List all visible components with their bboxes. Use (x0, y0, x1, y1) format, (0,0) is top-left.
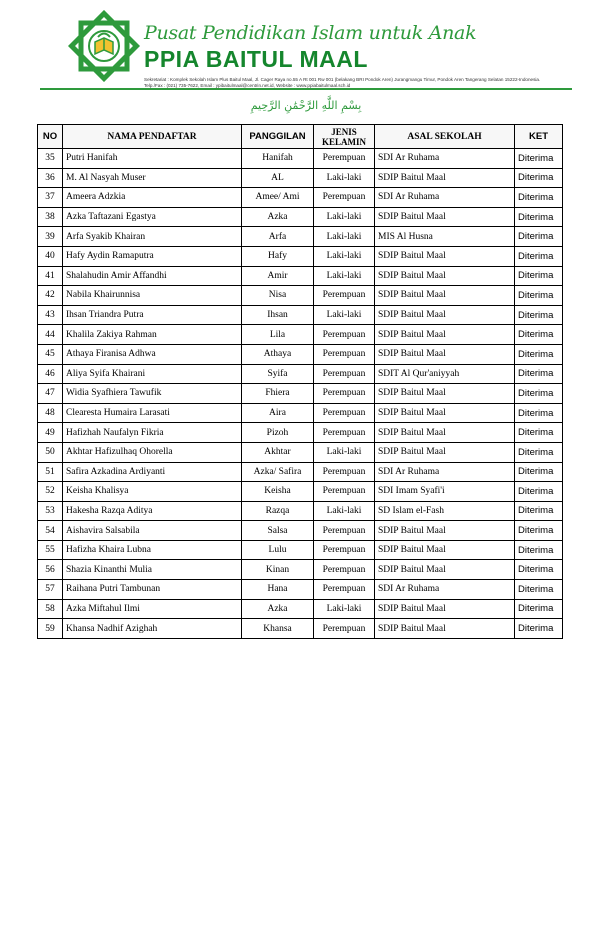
cell-no: 50 (38, 442, 63, 462)
col-header-panggilan: PANGGILAN (242, 125, 314, 149)
cell-panggilan: Nisa (242, 286, 314, 306)
cell-nama: Keisha Khalisya (63, 482, 242, 502)
cell-ket: Diterima (515, 521, 563, 541)
cell-panggilan: Arfa (242, 227, 314, 247)
cell-asal-sekolah: SDIP Baitul Maal (375, 423, 515, 443)
table-row (38, 188, 563, 208)
cell-no: 44 (38, 325, 63, 345)
cell-asal-sekolah: SDI Ar Ruhama (375, 188, 515, 208)
cell-asal-sekolah: SDI Imam Syafi'i (375, 482, 515, 502)
cell-ket: Diterima (515, 305, 563, 325)
cell-panggilan: Akhtar (242, 442, 314, 462)
cell-ket: Diterima (515, 462, 563, 482)
cell-nama: Athaya Firanisa Adhwa (63, 344, 242, 364)
cell-nama: Aishavira Salsabila (63, 521, 242, 541)
cell-no: 36 (38, 168, 63, 188)
cell-ket: Diterima (515, 344, 563, 364)
table-header-row (38, 125, 563, 149)
cell-ket: Diterima (515, 168, 563, 188)
cell-asal-sekolah: SDIP Baitul Maal (375, 286, 515, 306)
basmala: بِسْمِ اللَّهِ الرَّحْمَٰنِ الرَّحِيمِ (250, 99, 362, 112)
cell-panggilan: Lulu (242, 540, 314, 560)
cell-no: 55 (38, 540, 63, 560)
cell-jenis-kelamin: Perempuan (314, 580, 375, 600)
table-row (38, 619, 563, 639)
cell-nama: Arfa Syakib Khairan (63, 227, 242, 247)
cell-asal-sekolah: SDI Ar Ruhama (375, 149, 515, 169)
cell-panggilan: Hafy (242, 246, 314, 266)
cell-nama: Azka Taftazani Egastya (63, 207, 242, 227)
table-row (38, 560, 563, 580)
cell-panggilan: Pizoh (242, 423, 314, 443)
col-header-nama: NAMA PENDAFTAR (63, 125, 242, 149)
cell-ket: Diterima (515, 482, 563, 502)
cell-nama: Clearesta Humaira Larasati (63, 403, 242, 423)
cell-asal-sekolah: SDIP Baitul Maal (375, 619, 515, 639)
cell-no: 58 (38, 599, 63, 619)
table-row (38, 364, 563, 384)
cell-jenis-kelamin: Perempuan (314, 482, 375, 502)
cell-panggilan: Azka (242, 599, 314, 619)
cell-ket: Diterima (515, 325, 563, 345)
cell-panggilan: Athaya (242, 344, 314, 364)
cell-jenis-kelamin: Laki-laki (314, 207, 375, 227)
table-row (38, 246, 563, 266)
cell-ket: Diterima (515, 442, 563, 462)
cell-nama: Khalila Zakiya Rahman (63, 325, 242, 345)
cell-jenis-kelamin: Laki-laki (314, 246, 375, 266)
cell-asal-sekolah: SDIP Baitul Maal (375, 560, 515, 580)
cell-ket: Diterima (515, 266, 563, 286)
cell-no: 54 (38, 521, 63, 541)
cell-no: 39 (38, 227, 63, 247)
cell-nama: Ameera Adzkia (63, 188, 242, 208)
cell-asal-sekolah: SDIP Baitul Maal (375, 599, 515, 619)
cell-nama: Safira Azkadina Ardiyanti (63, 462, 242, 482)
cell-jenis-kelamin: Perempuan (314, 423, 375, 443)
table-row (38, 227, 563, 247)
cell-nama: Hafizha Khaira Lubna (63, 540, 242, 560)
cell-ket: Diterima (515, 403, 563, 423)
cell-ket: Diterima (515, 384, 563, 404)
cell-panggilan: Syifa (242, 364, 314, 384)
cell-jenis-kelamin: Laki-laki (314, 501, 375, 521)
cell-panggilan: Aira (242, 403, 314, 423)
cell-asal-sekolah: SDIP Baitul Maal (375, 246, 515, 266)
cell-ket: Diterima (515, 188, 563, 208)
address-line: Sekretariat : Komplek Sekolah Islam Plus Baitul Maal, Jl. Cager Raya no.55 A Rt 001 Rw 001 (belakang BRI Pondok Aren) Jurangmangu Timur, Pondok Aren Tangerang Selatan 15222-Indonesia. Telp./Fax : (021) 735-7622, Email : ypibaitulmaal@centrin.net.id, Website : www.ppiabaitulmaal.sch.id (144, 77, 541, 88)
table-row (38, 599, 563, 619)
col-header-ket: KET (515, 125, 563, 149)
cell-nama: Putri Hanifah (63, 149, 242, 169)
cell-nama: Hafy Aydin Ramaputra (63, 246, 242, 266)
cell-nama: Ihsan Triandra Putra (63, 305, 242, 325)
cell-jenis-kelamin: Perempuan (314, 540, 375, 560)
cell-jenis-kelamin: Perempuan (314, 325, 375, 345)
cell-asal-sekolah: SDIP Baitul Maal (375, 168, 515, 188)
cell-nama: Widia Syafhiera Tawufik (63, 384, 242, 404)
cell-asal-sekolah: SDIP Baitul Maal (375, 207, 515, 227)
table-row (38, 482, 563, 502)
cell-ket: Diterima (515, 619, 563, 639)
cell-nama: Shalahudin Amir Affandhi (63, 266, 242, 286)
cell-nama: Nabila Khairunnisa (63, 286, 242, 306)
col-header-asal-sekolah: ASAL SEKOLAH (375, 125, 515, 149)
cell-panggilan: Razqa (242, 501, 314, 521)
table-row (38, 344, 563, 364)
table-row (38, 462, 563, 482)
table-row (38, 325, 563, 345)
cell-ket: Diterima (515, 501, 563, 521)
cell-jenis-kelamin: Perempuan (314, 619, 375, 639)
registration-table (37, 124, 563, 639)
cell-ket: Diterima (515, 149, 563, 169)
table-row (38, 305, 563, 325)
cell-jenis-kelamin: Perempuan (314, 462, 375, 482)
cell-no: 46 (38, 364, 63, 384)
cell-jenis-kelamin: Perempuan (314, 560, 375, 580)
cell-panggilan: Hanifah (242, 149, 314, 169)
letterhead (68, 10, 548, 88)
cell-no: 48 (38, 403, 63, 423)
cell-no: 43 (38, 305, 63, 325)
cell-ket: Diterima (515, 246, 563, 266)
cell-jenis-kelamin: Perempuan (314, 403, 375, 423)
cell-panggilan: Amee/ Ami (242, 188, 314, 208)
cell-asal-sekolah: SDIP Baitul Maal (375, 266, 515, 286)
cell-panggilan: Lila (242, 325, 314, 345)
cell-no: 52 (38, 482, 63, 502)
table-row (38, 207, 563, 227)
cell-panggilan: AL (242, 168, 314, 188)
cell-asal-sekolah: SDIP Baitul Maal (375, 540, 515, 560)
table-row (38, 403, 563, 423)
cell-panggilan: Amir (242, 266, 314, 286)
cell-asal-sekolah: SDIP Baitul Maal (375, 305, 515, 325)
table-row (38, 501, 563, 521)
cell-nama: Khansa Nadhif Azighah (63, 619, 242, 639)
cell-no: 56 (38, 560, 63, 580)
brand-name: PPIA BAITUL MAAL (144, 46, 368, 72)
table-row (38, 384, 563, 404)
table-row (38, 540, 563, 560)
cell-ket: Diterima (515, 580, 563, 600)
header-divider (40, 88, 572, 90)
cell-asal-sekolah: SD Islam el-Fash (375, 501, 515, 521)
table-row (38, 521, 563, 541)
cell-no: 38 (38, 207, 63, 227)
cell-ket: Diterima (515, 227, 563, 247)
cell-asal-sekolah: MIS Al Husna (375, 227, 515, 247)
cell-panggilan: Hana (242, 580, 314, 600)
cell-no: 53 (38, 501, 63, 521)
cell-asal-sekolah: SDIT Al Qur'aniyyah (375, 364, 515, 384)
table-row (38, 442, 563, 462)
table-row (38, 266, 563, 286)
cell-panggilan: Fhiera (242, 384, 314, 404)
cell-jenis-kelamin: Laki-laki (314, 168, 375, 188)
cell-nama: Hakesha Razqa Aditya (63, 501, 242, 521)
cell-no: 57 (38, 580, 63, 600)
tagline: Pusat Pendidikan Islam untuk Anak (144, 22, 477, 44)
table-row (38, 149, 563, 169)
cell-no: 35 (38, 149, 63, 169)
table-row (38, 286, 563, 306)
cell-no: 47 (38, 384, 63, 404)
cell-jenis-kelamin: Laki-laki (314, 227, 375, 247)
cell-nama: Hafizhah Naufalyn Fikria (63, 423, 242, 443)
cell-jenis-kelamin: Laki-laki (314, 305, 375, 325)
cell-jenis-kelamin: Perempuan (314, 286, 375, 306)
cell-no: 59 (38, 619, 63, 639)
cell-ket: Diterima (515, 364, 563, 384)
cell-no: 42 (38, 286, 63, 306)
cell-jenis-kelamin: Perempuan (314, 188, 375, 208)
cell-jenis-kelamin: Laki-laki (314, 266, 375, 286)
cell-asal-sekolah: SDIP Baitul Maal (375, 403, 515, 423)
table-row (38, 168, 563, 188)
ppia-octagram-logo-icon (68, 10, 140, 82)
cell-asal-sekolah: SDIP Baitul Maal (375, 521, 515, 541)
cell-nama: Azka Miftahul Ilmi (63, 599, 242, 619)
cell-nama: Shazia Kinanthi Mulia (63, 560, 242, 580)
cell-asal-sekolah: SDI Ar Ruhama (375, 462, 515, 482)
cell-jenis-kelamin: Perempuan (314, 344, 375, 364)
cell-jenis-kelamin: Perempuan (314, 149, 375, 169)
cell-no: 49 (38, 423, 63, 443)
cell-panggilan: Khansa (242, 619, 314, 639)
col-header-no: NO (38, 125, 63, 149)
cell-asal-sekolah: SDIP Baitul Maal (375, 384, 515, 404)
cell-panggilan: Azka/ Safira (242, 462, 314, 482)
cell-panggilan: Salsa (242, 521, 314, 541)
cell-panggilan: Keisha (242, 482, 314, 502)
cell-jenis-kelamin: Perempuan (314, 384, 375, 404)
cell-asal-sekolah: SDIP Baitul Maal (375, 442, 515, 462)
cell-jenis-kelamin: Laki-laki (314, 442, 375, 462)
cell-nama: M. Al Nasyah Muser (63, 168, 242, 188)
cell-panggilan: Kinan (242, 560, 314, 580)
cell-panggilan: Azka (242, 207, 314, 227)
cell-panggilan: Ihsan (242, 305, 314, 325)
cell-jenis-kelamin: Laki-laki (314, 599, 375, 619)
cell-no: 45 (38, 344, 63, 364)
cell-jenis-kelamin: Perempuan (314, 364, 375, 384)
cell-no: 51 (38, 462, 63, 482)
cell-asal-sekolah: SDIP Baitul Maal (375, 325, 515, 345)
cell-nama: Akhtar Hafizulhaq Ohorella (63, 442, 242, 462)
cell-ket: Diterima (515, 423, 563, 443)
cell-no: 40 (38, 246, 63, 266)
cell-ket: Diterima (515, 207, 563, 227)
cell-nama: Aliya Syifa Khairani (63, 364, 242, 384)
table-row (38, 580, 563, 600)
cell-ket: Diterima (515, 286, 563, 306)
cell-no: 37 (38, 188, 63, 208)
cell-no: 41 (38, 266, 63, 286)
cell-nama: Raihana Putri Tambunan (63, 580, 242, 600)
cell-ket: Diterima (515, 540, 563, 560)
cell-ket: Diterima (515, 560, 563, 580)
col-header-jenis-kelamin: JENIS KELAMIN (314, 125, 375, 149)
cell-asal-sekolah: SDIP Baitul Maal (375, 344, 515, 364)
cell-asal-sekolah: SDI Ar Ruhama (375, 580, 515, 600)
cell-jenis-kelamin: Perempuan (314, 521, 375, 541)
table-row (38, 423, 563, 443)
cell-ket: Diterima (515, 599, 563, 619)
